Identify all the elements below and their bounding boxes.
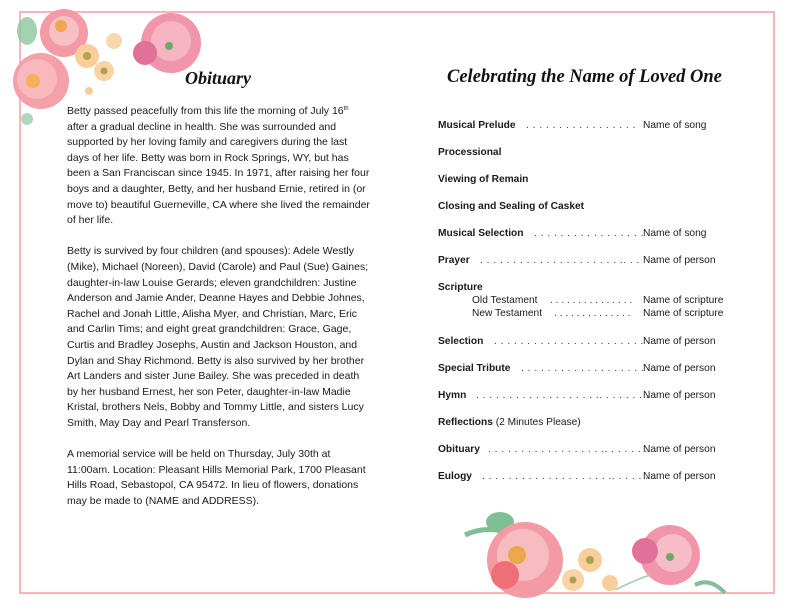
program-item-value: Name of song — [643, 228, 707, 239]
program-item-label: Selection — [438, 336, 484, 347]
obituary-paragraph-3: A memorial service will be held on Thursday, July 30th at 11:00am. Location: Pleasant Hills Memorial Park, 1700 Pleasant Hills Road, Sebastopol, CA 95472. In lieu of flowers, donations may be made to (NAME and ADDRESS). — [67, 448, 366, 507]
program-item — [438, 417, 738, 430]
program-item — [438, 201, 738, 214]
scripture-label: Old Testament — [472, 295, 538, 306]
program-item-value: Name of person — [643, 444, 716, 455]
program-item-value: Name of person — [643, 471, 716, 482]
leader-dots: . . . . . . . . . . . . . . . . . — [534, 228, 644, 239]
program-item — [438, 120, 738, 133]
service-program — [438, 120, 738, 484]
leader-dots: . . . . . . . . . . . . . . . . . — [526, 120, 636, 131]
program-item — [438, 255, 738, 268]
program-item-label: Musical Prelude — [438, 120, 516, 131]
program-item-value: Name of person — [643, 363, 716, 374]
program-item-label: Processional — [438, 147, 502, 158]
obituary-paragraph-1 — [67, 104, 372, 229]
program-item — [438, 471, 738, 484]
ordinal-suffix: th — [343, 106, 349, 112]
program-item-value: Name of person — [643, 336, 716, 347]
scripture-value: Name of scripture — [643, 295, 724, 306]
obituary-body — [67, 104, 372, 525]
program-item — [438, 147, 738, 160]
program-item — [438, 174, 738, 187]
leader-dots: . . . . . . . . . . . . . . . . . .. . . . . . . — [488, 444, 648, 455]
program-item-label: Viewing of Remain — [438, 174, 529, 185]
program-item-label: Reflections — [438, 417, 493, 428]
obituary-title: Obituary — [185, 68, 252, 88]
program-item — [438, 390, 738, 403]
program-item-value: Name of song — [643, 120, 707, 131]
program-item — [438, 228, 738, 241]
scripture-value: Name of scripture — [643, 308, 724, 319]
leader-dots: . . . . . . . . . . . . . . . . . . . . . . — [521, 363, 665, 374]
leader-dots: . . . . . . . . . . . . . . . — [550, 295, 633, 306]
program-item-value: Name of person — [643, 255, 716, 266]
program-item-label: Obituary — [438, 444, 480, 455]
program-item-label: Special Tribute — [438, 363, 511, 374]
floral-corner-bottom-right-icon — [455, 505, 735, 597]
program-item — [438, 444, 738, 457]
program-item-note: (2 Minutes Please) — [492, 417, 581, 428]
obituary-paragraph-2: Betty is survived by four children (and spouses): Adele Westly (Mike), Michael (Noreen), David (Carole) and Paul (Sue) Gaines; daughter-in-law Louise Gerards; eleven grandchildren: Justine Anderson and Jamie Ander, Deanne Hayes and Debbie Johnes, Rachel and Jonah Little, Alisha Myer, and Christian, Marc, Eric and Carlin Tims; and eight great grandchildren: Grace, Gage, Curtis and Bradley Josephs, Austin and Jackson Houston, and Dylan and Shay Richmond. Betty is also survived by her brother Art Landers and sister June Bailey. She was preceded in death by her husband Ernest, her son Peter, daughter-in-law Madie Kristal, brothers Nels, Bobby and Tommy Little, and sisters Lucy Smith, May Day and Pearl Transferson. — [67, 245, 369, 429]
program-item-label: Scripture — [438, 282, 483, 293]
leader-dots: . . . . . . . . . . . . . . — [554, 308, 631, 319]
scripture-label: New Testament — [472, 308, 543, 319]
program-item — [438, 363, 738, 376]
program-item-label: Prayer — [438, 255, 470, 266]
paragraph-1-rest: after a gradual decline in health. She was surrounded and supported by her loving family and caregivers during the last days of her life. Betty was born in Rock Springs, WY, but has been a San Franciscan since 1945. In 1971, after raising her four boys and a daughter, Betty, and her husband Ernie, retired in (or move to) beautiful Guerneville, CA where she lived the remainder of her life. — [67, 120, 370, 227]
program-item-label: Eulogy — [438, 471, 472, 482]
leader-dots: . . . . . . . . . . . . . . . . . . . .. . . . . . . — [482, 471, 656, 482]
scripture-sub-item — [438, 308, 738, 321]
leader-dots: . . . . . . . . . . . . . . . . . . . . . .. . . — [480, 255, 640, 266]
program-item — [438, 282, 738, 295]
program-item-label: Hymn — [438, 390, 467, 401]
leader-dots: . . . . . . . . . . . . . . . . . . . . . . . . . — [494, 336, 658, 347]
program-item-value: Name of person — [643, 390, 716, 401]
program-item-label: Musical Selection — [438, 228, 524, 239]
leader-dots: . . . . . . . . . . . . . . . . . . .. . . . . . . . — [476, 390, 650, 401]
scripture-sub-item — [438, 295, 738, 308]
paragraph-1-start: Betty passed peacefully from this life the morning of July 16 — [67, 105, 344, 117]
program-title: Celebrating the Name of Loved One — [447, 67, 722, 87]
program-item — [438, 336, 738, 349]
program-item-label: Closing and Sealing of Casket — [438, 201, 585, 212]
